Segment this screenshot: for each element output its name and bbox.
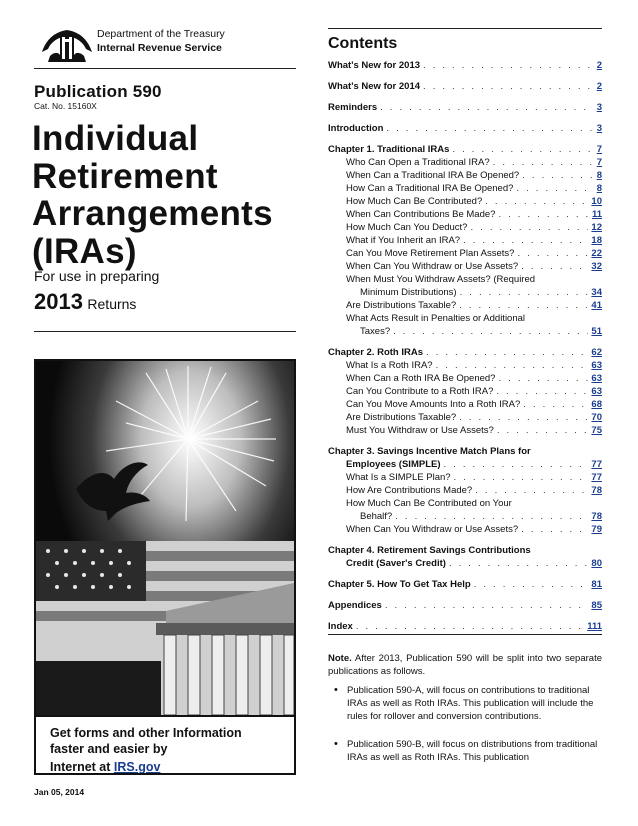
toc-leader xyxy=(452,143,593,156)
table-of-contents xyxy=(328,55,602,633)
toc-entry-title: Chapter 2. Roth IRAs xyxy=(328,347,424,358)
toc-page-link[interactable]: 3 xyxy=(596,102,602,113)
toc-page-link[interactable]: 80 xyxy=(591,558,602,569)
toc-entry[interactable] xyxy=(328,273,602,286)
toc-leader xyxy=(380,101,594,114)
toc-leader xyxy=(496,385,588,398)
toc-page-link[interactable]: 2 xyxy=(596,60,602,71)
toc-page-link[interactable]: 77 xyxy=(591,472,602,483)
toc-leader xyxy=(474,578,589,591)
toc-entry-title: Must You Withdraw or Use Assets? xyxy=(346,425,494,436)
toc-leader xyxy=(423,59,594,72)
note-text: After 2013, Publication 590 will be split into two separate publications as follows. xyxy=(328,653,602,677)
toc-page-link[interactable]: 2 xyxy=(596,81,602,92)
toc-page-link[interactable]: 77 xyxy=(591,459,602,470)
toc-page-link[interactable]: 79 xyxy=(591,524,602,535)
promo-prefix: Internet at xyxy=(50,760,114,774)
promo-line xyxy=(50,757,294,775)
toc-entry-title: What's New for 2014 xyxy=(328,81,421,92)
publication-number: Publication 590 xyxy=(34,82,162,101)
toc-leader xyxy=(522,169,593,182)
toc-entry[interactable] xyxy=(328,260,602,273)
toc-page-link[interactable]: 22 xyxy=(591,248,602,259)
toc-page-link[interactable]: 78 xyxy=(591,511,602,522)
note-paragraph xyxy=(328,652,602,678)
toc-entry-title: When Can a Traditional IRA Be Opened? xyxy=(346,170,520,181)
toc-entry-title: How Much Can Be Contributed? xyxy=(346,196,483,207)
title-line: (IRAs) xyxy=(32,231,137,271)
toc-page-link[interactable]: 12 xyxy=(591,222,602,233)
toc-entry[interactable] xyxy=(328,182,602,195)
toc-entry-title: Index xyxy=(328,621,353,632)
toc-entry-title: When Can Contributions Be Made? xyxy=(346,209,496,220)
note-bullet xyxy=(334,738,602,764)
divider xyxy=(34,331,296,332)
toc-leader xyxy=(470,221,588,234)
toc-entry-title: Behalf? xyxy=(360,511,393,522)
toc-page-link[interactable]: 75 xyxy=(591,425,602,436)
toc-page-link[interactable]: 70 xyxy=(591,412,602,423)
toc-entry[interactable] xyxy=(328,471,602,484)
toc-entry[interactable] xyxy=(328,620,602,633)
toc-page-link[interactable]: 18 xyxy=(591,235,602,246)
revision-date: Jan 05, 2014 xyxy=(34,787,85,797)
toc-page-link[interactable]: 78 xyxy=(591,485,602,496)
promo-line: faster and easier by xyxy=(50,742,168,756)
toc-leader xyxy=(493,156,594,169)
contents-heading: Contents xyxy=(328,35,398,52)
toc-page-link[interactable]: 63 xyxy=(591,373,602,384)
toc-leader xyxy=(454,471,589,484)
toc-entry[interactable] xyxy=(328,544,602,557)
toc-entry-title: How Much Can You Deduct? xyxy=(346,222,468,233)
toc-entry-title: Chapter 3. Savings Incentive Match Plans for xyxy=(328,446,531,457)
toc-entry[interactable] xyxy=(328,208,602,221)
toc-entry-title: How Can a Traditional IRA Be Opened? xyxy=(346,183,514,194)
toc-entry-title: When Must You Withdraw Assets? (Required xyxy=(346,274,536,285)
toc-entry-title: Chapter 4. Retirement Savings Contributions xyxy=(328,545,531,556)
toc-entry-title: What's New for 2013 xyxy=(328,60,421,71)
divider xyxy=(34,68,296,69)
toc-page-link[interactable]: 3 xyxy=(596,123,602,134)
toc-entry[interactable] xyxy=(328,221,602,234)
toc-entry-title: What Acts Result in Penalties or Additional xyxy=(346,313,526,324)
toc-page-link[interactable]: 51 xyxy=(591,326,602,337)
toc-leader xyxy=(521,523,588,536)
toc-leader xyxy=(459,299,588,312)
toc-page-link[interactable]: 111 xyxy=(587,621,602,632)
toc-entry[interactable] xyxy=(328,312,602,325)
toc-entry[interactable] xyxy=(328,156,602,169)
toc-entry-title: How Much Can Be Contributed on Your xyxy=(346,498,512,509)
toc-entry[interactable] xyxy=(328,385,602,398)
toc-entry-title: Chapter 1. Traditional IRAs xyxy=(328,144,450,155)
toc-entry[interactable] xyxy=(328,101,602,114)
toc-entry-title: Reminders xyxy=(328,102,378,113)
toc-leader xyxy=(423,80,594,93)
toc-entry-title: When Can You Withdraw or Use Assets? xyxy=(346,261,519,272)
toc-leader xyxy=(475,484,588,497)
toc-leader xyxy=(516,182,593,195)
toc-entry-title: Can You Move Retirement Plan Assets? xyxy=(346,248,515,259)
toc-entry-title: Minimum Distributions) xyxy=(360,287,457,298)
toc-entry[interactable] xyxy=(328,484,602,497)
toc-page-link[interactable]: 62 xyxy=(591,347,602,358)
toc-entry[interactable] xyxy=(328,372,602,385)
toc-entry-title: When Can a Roth IRA Be Opened? xyxy=(346,373,496,384)
divider xyxy=(328,28,602,29)
toc-entry[interactable] xyxy=(328,234,602,247)
toc-entry[interactable] xyxy=(328,359,602,372)
agency-department: Department of the Treasury xyxy=(97,28,225,40)
toc-page-link[interactable]: 10 xyxy=(591,196,602,207)
toc-entry[interactable] xyxy=(328,497,602,510)
toc-entry[interactable] xyxy=(328,424,602,437)
toc-entry-title: Are Distributions Taxable? xyxy=(346,412,457,423)
toc-entry[interactable] xyxy=(328,346,602,359)
toc-entry-title: When Can You Withdraw or Use Assets? xyxy=(346,524,519,535)
agency-block xyxy=(97,27,225,55)
toc-entry-title: What Is a Roth IRA? xyxy=(346,360,433,371)
toc-leader xyxy=(436,359,589,372)
toc-entry[interactable] xyxy=(328,458,602,471)
toc-leader xyxy=(385,599,589,612)
toc-entry[interactable] xyxy=(328,557,602,570)
toc-entry[interactable] xyxy=(328,286,602,299)
promo-box xyxy=(36,715,294,773)
toc-entry[interactable] xyxy=(328,578,602,591)
bullet-text: Publication 590-A, will focus on contributions to traditional IRAs as well as Roth IRAs. This publication will include the rules for rollover and conversion contributions. xyxy=(347,685,594,722)
toc-page-link[interactable]: 8 xyxy=(596,183,602,194)
irs-gov-link[interactable]: IRS.gov xyxy=(113,760,161,774)
toc-leader xyxy=(485,195,588,208)
toc-page-link[interactable]: 11 xyxy=(591,209,602,220)
irs-eagle-logo-icon xyxy=(40,22,94,66)
toc-leader xyxy=(386,122,593,135)
fireworks-eagle-flag-illustration xyxy=(36,361,294,715)
title-line: Arrangements xyxy=(32,194,273,233)
toc-page-link[interactable]: 63 xyxy=(591,386,602,397)
toc-entry[interactable] xyxy=(328,59,602,72)
returns-label: Returns xyxy=(87,296,137,312)
toc-leader xyxy=(459,411,588,424)
toc-entry[interactable] xyxy=(328,411,602,424)
toc-page-link[interactable]: 41 xyxy=(591,300,602,311)
toc-leader xyxy=(395,510,588,523)
toc-leader xyxy=(523,398,588,411)
toc-leader xyxy=(521,260,588,273)
toc-leader xyxy=(497,424,589,437)
title-line: Retirement xyxy=(32,156,218,196)
toc-entry-title: Introduction xyxy=(328,123,384,134)
toc-leader xyxy=(356,620,584,633)
toc-page-link[interactable]: 34 xyxy=(591,287,602,298)
bullet-text: Publication 590-B, will focus on distributions from traditional IRAs as well as Roth IRAs. This publication xyxy=(347,739,598,763)
cover-illustration xyxy=(34,359,296,775)
toc-leader xyxy=(426,346,588,359)
toc-entry-title: How Are Contributions Made? xyxy=(346,485,473,496)
title-line: Individual xyxy=(32,119,199,158)
toc-entry-title: Credit (Saver's Credit) xyxy=(346,558,446,569)
toc-entry[interactable] xyxy=(328,122,602,135)
for-use-text: For use in preparing xyxy=(34,268,160,284)
toc-entry[interactable] xyxy=(328,247,602,260)
agency-service: Internal Revenue Service xyxy=(97,42,222,54)
toc-leader xyxy=(393,325,588,338)
toc-page-link[interactable]: 85 xyxy=(591,600,602,611)
bullet-icon: • xyxy=(334,684,338,696)
toc-page-link[interactable]: 81 xyxy=(591,579,602,590)
catalog-number: Cat. No. 15160X xyxy=(34,101,97,111)
bullet-icon: • xyxy=(334,738,338,750)
toc-leader xyxy=(460,286,589,299)
toc-entry-title: What Is a SIMPLE Plan? xyxy=(346,472,451,483)
toc-page-link[interactable]: 32 xyxy=(591,261,602,272)
toc-entry[interactable] xyxy=(328,143,602,156)
toc-entry-title: Appendices xyxy=(328,600,382,611)
toc-entry[interactable] xyxy=(328,325,602,338)
toc-leader xyxy=(498,372,588,385)
toc-leader xyxy=(463,234,588,247)
toc-page-link[interactable]: 63 xyxy=(591,360,602,371)
toc-page-link[interactable]: 68 xyxy=(591,399,602,410)
note-label: Note. xyxy=(328,653,352,664)
toc-leader xyxy=(498,208,589,221)
toc-entry[interactable] xyxy=(328,80,602,93)
toc-page-link[interactable]: 8 xyxy=(596,170,602,181)
tax-year-line xyxy=(34,289,136,315)
toc-entry-title: Who Can Open a Traditional IRA? xyxy=(346,157,490,168)
toc-page-link[interactable]: 7 xyxy=(596,144,602,155)
toc-leader xyxy=(449,557,588,570)
toc-entry[interactable] xyxy=(328,398,602,411)
toc-leader xyxy=(444,458,589,471)
toc-entry[interactable] xyxy=(328,195,602,208)
toc-page-link[interactable]: 7 xyxy=(596,157,602,168)
toc-entry-title: Can You Move Amounts Into a Roth IRA? xyxy=(346,399,521,410)
toc-entry[interactable] xyxy=(328,523,602,536)
toc-entry-title: Are Distributions Taxable? xyxy=(346,300,457,311)
toc-entry-title: Taxes? xyxy=(360,326,391,337)
toc-entry-title: Chapter 5. How To Get Tax Help xyxy=(328,579,471,590)
divider xyxy=(328,634,602,635)
toc-entry[interactable] xyxy=(328,299,602,312)
toc-entry[interactable] xyxy=(328,445,602,458)
toc-entry[interactable] xyxy=(328,599,602,612)
toc-entry-title: Employees (SIMPLE) xyxy=(346,459,441,470)
toc-entry[interactable] xyxy=(328,510,602,523)
note-bullet xyxy=(334,684,602,723)
tax-year: 2013 xyxy=(34,289,83,314)
toc-leader xyxy=(517,247,588,260)
toc-entry[interactable] xyxy=(328,169,602,182)
toc-entry-title: Can You Contribute to a Roth IRA? xyxy=(346,386,494,397)
toc-entry-title: What if You Inherit an IRA? xyxy=(346,235,461,246)
document-title xyxy=(32,120,273,270)
promo-line: Get forms and other Information xyxy=(50,726,242,740)
